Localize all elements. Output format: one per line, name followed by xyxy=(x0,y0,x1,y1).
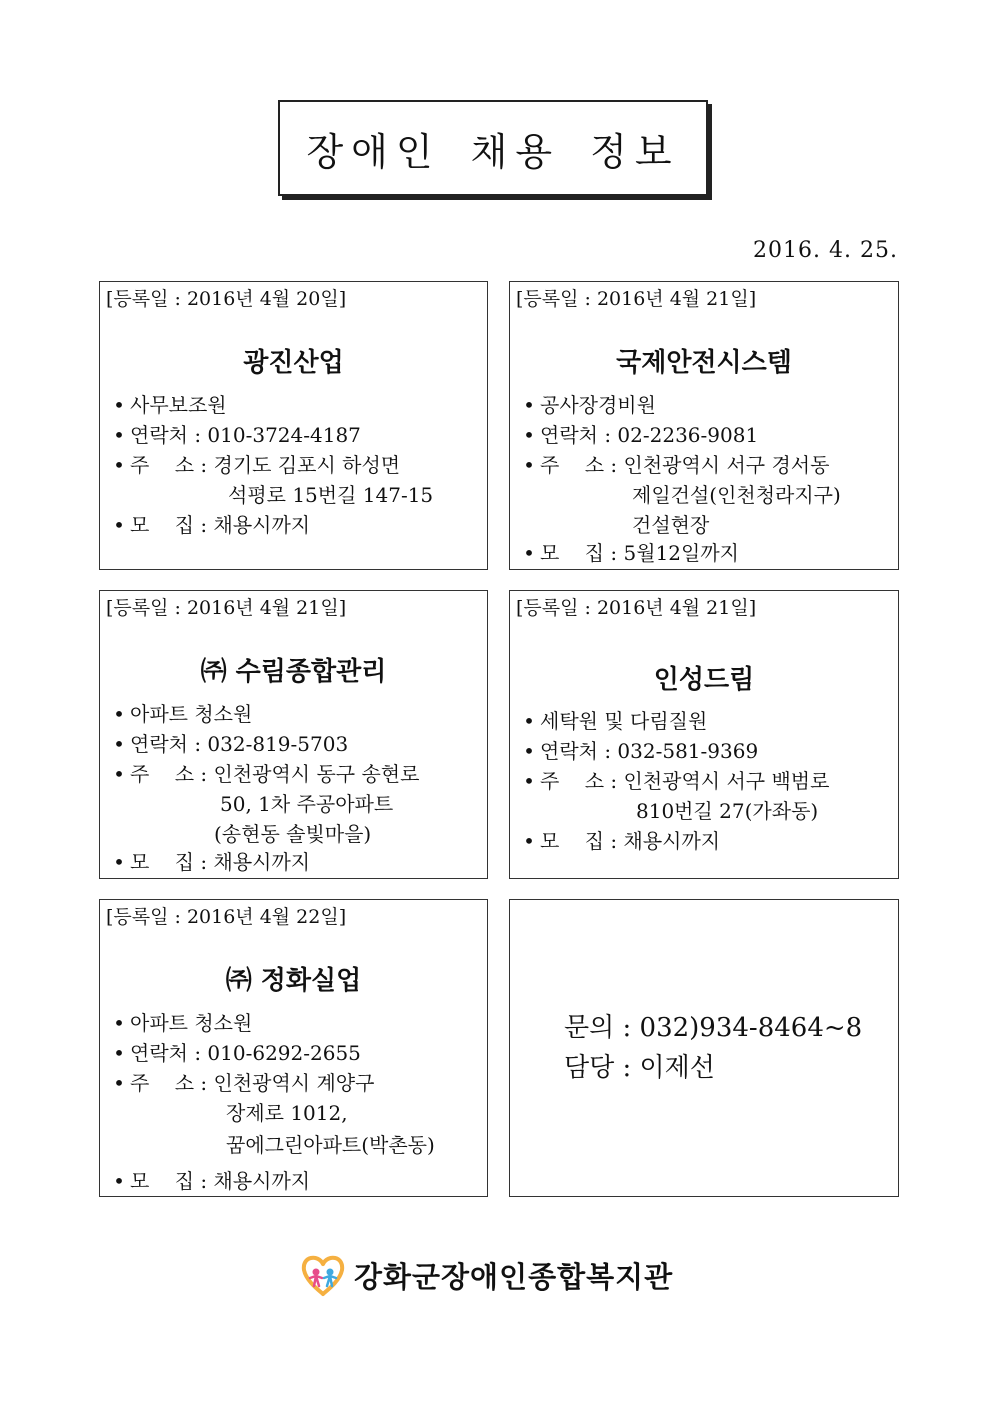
address-line xyxy=(108,450,400,480)
recruit-label: 모 집 : xyxy=(130,1169,208,1193)
bullet-icon: • xyxy=(113,513,125,537)
registration-date: [등록일 : 2016년 4월 20일] xyxy=(106,288,347,310)
job-title-line xyxy=(108,390,227,420)
job-card-5 xyxy=(99,899,488,1197)
logo-svg xyxy=(300,1252,346,1298)
recruit-deadline: 채용시까지 xyxy=(213,1169,311,1193)
recruit-deadline: 채용시까지 xyxy=(623,829,721,853)
address-label: 주 소 : xyxy=(130,453,208,477)
address-label: 주 소 : xyxy=(540,769,618,793)
contact-phone: 010-3724-4187 xyxy=(207,423,361,447)
address-label: 주 소 : xyxy=(540,453,618,477)
contact-label: 연락처 : xyxy=(540,739,612,763)
address-text: 경기도 김포시 하성면 xyxy=(213,453,401,477)
recruit-label: 모 집 : xyxy=(540,829,618,853)
inquiry-box xyxy=(509,899,899,1197)
company-name: ㈜ 정화실업 xyxy=(225,966,362,996)
address-line xyxy=(518,450,829,480)
address-continuation: (송현동 솔빛마을) xyxy=(214,822,372,846)
recruit-line xyxy=(108,1166,310,1196)
bullet-icon: • xyxy=(523,739,535,763)
job-title-line xyxy=(108,699,252,729)
bullet-icon: • xyxy=(113,393,125,417)
bullet-icon: • xyxy=(523,541,535,565)
address-text: 인천광역시 동구 송현로 xyxy=(213,762,420,786)
contact-phone: 010-6292-2655 xyxy=(207,1041,361,1065)
address-line xyxy=(518,766,829,796)
job-title: 사무보조원 xyxy=(130,393,227,417)
bullet-icon: • xyxy=(113,1041,125,1065)
inquiry-manager-label: 담당 xyxy=(564,1053,615,1083)
contact-line xyxy=(108,420,361,450)
address-continuation: 석평로 15번길 147-15 xyxy=(228,483,434,507)
bullet-icon: • xyxy=(113,1071,125,1095)
logo-person-2-head xyxy=(327,1269,334,1276)
contact-label: 연락처 : xyxy=(130,423,202,447)
contact-label: 연락처 : xyxy=(130,732,202,756)
bullet-icon: • xyxy=(113,732,125,756)
bullet-icon: • xyxy=(113,453,125,477)
registration-date: [등록일 : 2016년 4월 21일] xyxy=(516,288,757,310)
company-name: 국제안전시스템 xyxy=(616,348,792,378)
bullet-icon: • xyxy=(523,393,535,417)
bullet-icon: • xyxy=(523,423,535,447)
address-label: 주 소 : xyxy=(130,1071,208,1095)
heart-people-logo-icon xyxy=(300,1252,346,1298)
contact-line xyxy=(108,1038,361,1068)
job-title: 공사장경비원 xyxy=(540,393,656,417)
job-title-line xyxy=(518,706,707,736)
job-card-1 xyxy=(99,281,488,570)
page-title: 장애인 채용 정보 xyxy=(306,129,680,174)
bullet-icon: • xyxy=(523,829,535,853)
bullet-icon: • xyxy=(523,709,535,733)
bullet-icon: • xyxy=(113,850,125,874)
job-title-line xyxy=(108,1008,252,1038)
recruit-line xyxy=(108,510,310,540)
job-card-2 xyxy=(509,281,899,570)
job-title: 아파트 청소원 xyxy=(130,702,253,726)
recruit-deadline: 채용시까지 xyxy=(213,513,311,537)
address-line xyxy=(108,1068,374,1098)
recruit-label: 모 집 : xyxy=(130,850,208,874)
bullet-icon: • xyxy=(113,762,125,786)
address-text: 인천광역시 서구 백범로 xyxy=(623,769,830,793)
address-continuation: 건설현장 xyxy=(632,513,710,537)
contact-label: 연락처 : xyxy=(540,423,612,447)
bullet-icon: • xyxy=(113,423,125,447)
recruit-line xyxy=(518,538,739,568)
footer xyxy=(300,1250,700,1300)
contact-phone: 032-581-9369 xyxy=(617,739,759,763)
organization-name: 강화군장애인종합복지관 xyxy=(354,1259,674,1294)
job-card-3 xyxy=(99,590,488,879)
company-name: 광진산업 xyxy=(243,348,344,378)
contact-label: 연락처 : xyxy=(130,1041,202,1065)
job-title-line xyxy=(518,390,656,420)
recruit-line xyxy=(108,847,310,877)
inquiry-phone-line: 문의 : 032)934-8464~8 xyxy=(564,1013,863,1043)
inquiry-phone-label: 문의 xyxy=(564,1013,615,1043)
inquiry-manager: 이제선 xyxy=(639,1053,715,1083)
contact-phone: 032-819-5703 xyxy=(207,732,349,756)
address-continuation: 제일건설(인천청라지구) xyxy=(632,483,841,507)
company-name: 인성드림 xyxy=(653,665,755,695)
job-title: 아파트 청소원 xyxy=(130,1011,253,1035)
contact-line xyxy=(518,420,758,450)
registration-date: [등록일 : 2016년 4월 21일] xyxy=(106,597,347,619)
contact-line xyxy=(518,736,758,766)
address-text: 인천광역시 계양구 xyxy=(213,1071,375,1095)
inquiry-manager-line: 담당 : 이제선 xyxy=(564,1053,715,1083)
recruit-deadline: 채용시까지 xyxy=(213,850,311,874)
registration-date: [등록일 : 2016년 4월 21일] xyxy=(516,597,757,619)
address-label: 주 소 : xyxy=(130,762,208,786)
recruit-line xyxy=(518,826,720,856)
bullet-icon: • xyxy=(113,702,125,726)
address-continuation: 810번길 27(가좌동) xyxy=(636,799,819,823)
contact-phone: 02-2236-9081 xyxy=(617,423,759,447)
company-name: ㈜ 수림종합관리 xyxy=(200,657,387,687)
contact-line xyxy=(108,729,348,759)
address-continuation: 장제로 1012, xyxy=(226,1101,348,1125)
address-text: 인천광역시 서구 경서동 xyxy=(623,453,830,477)
bullet-icon: • xyxy=(523,453,535,477)
address-line xyxy=(108,759,419,789)
bullet-icon: • xyxy=(113,1011,125,1035)
bullet-icon: • xyxy=(113,1169,125,1193)
recruit-deadline: 5월12일까지 xyxy=(623,541,739,565)
address-continuation: 꿈에그린아파트(박촌동) xyxy=(226,1133,435,1157)
logo-person-1-head xyxy=(313,1269,320,1276)
recruit-label: 모 집 : xyxy=(130,513,208,537)
document-date: 2016. 4. 25. xyxy=(753,238,898,263)
registration-date: [등록일 : 2016년 4월 22일] xyxy=(106,906,347,928)
title-box xyxy=(278,100,708,196)
address-continuation: 50, 1차 주공아파트 xyxy=(220,792,394,816)
bullet-icon: • xyxy=(523,769,535,793)
job-card-4 xyxy=(509,590,899,879)
recruit-label: 모 집 : xyxy=(540,541,618,565)
job-title: 세탁원 및 다림질원 xyxy=(540,709,708,733)
inquiry-phone: 032)934-8464~8 xyxy=(639,1013,863,1043)
